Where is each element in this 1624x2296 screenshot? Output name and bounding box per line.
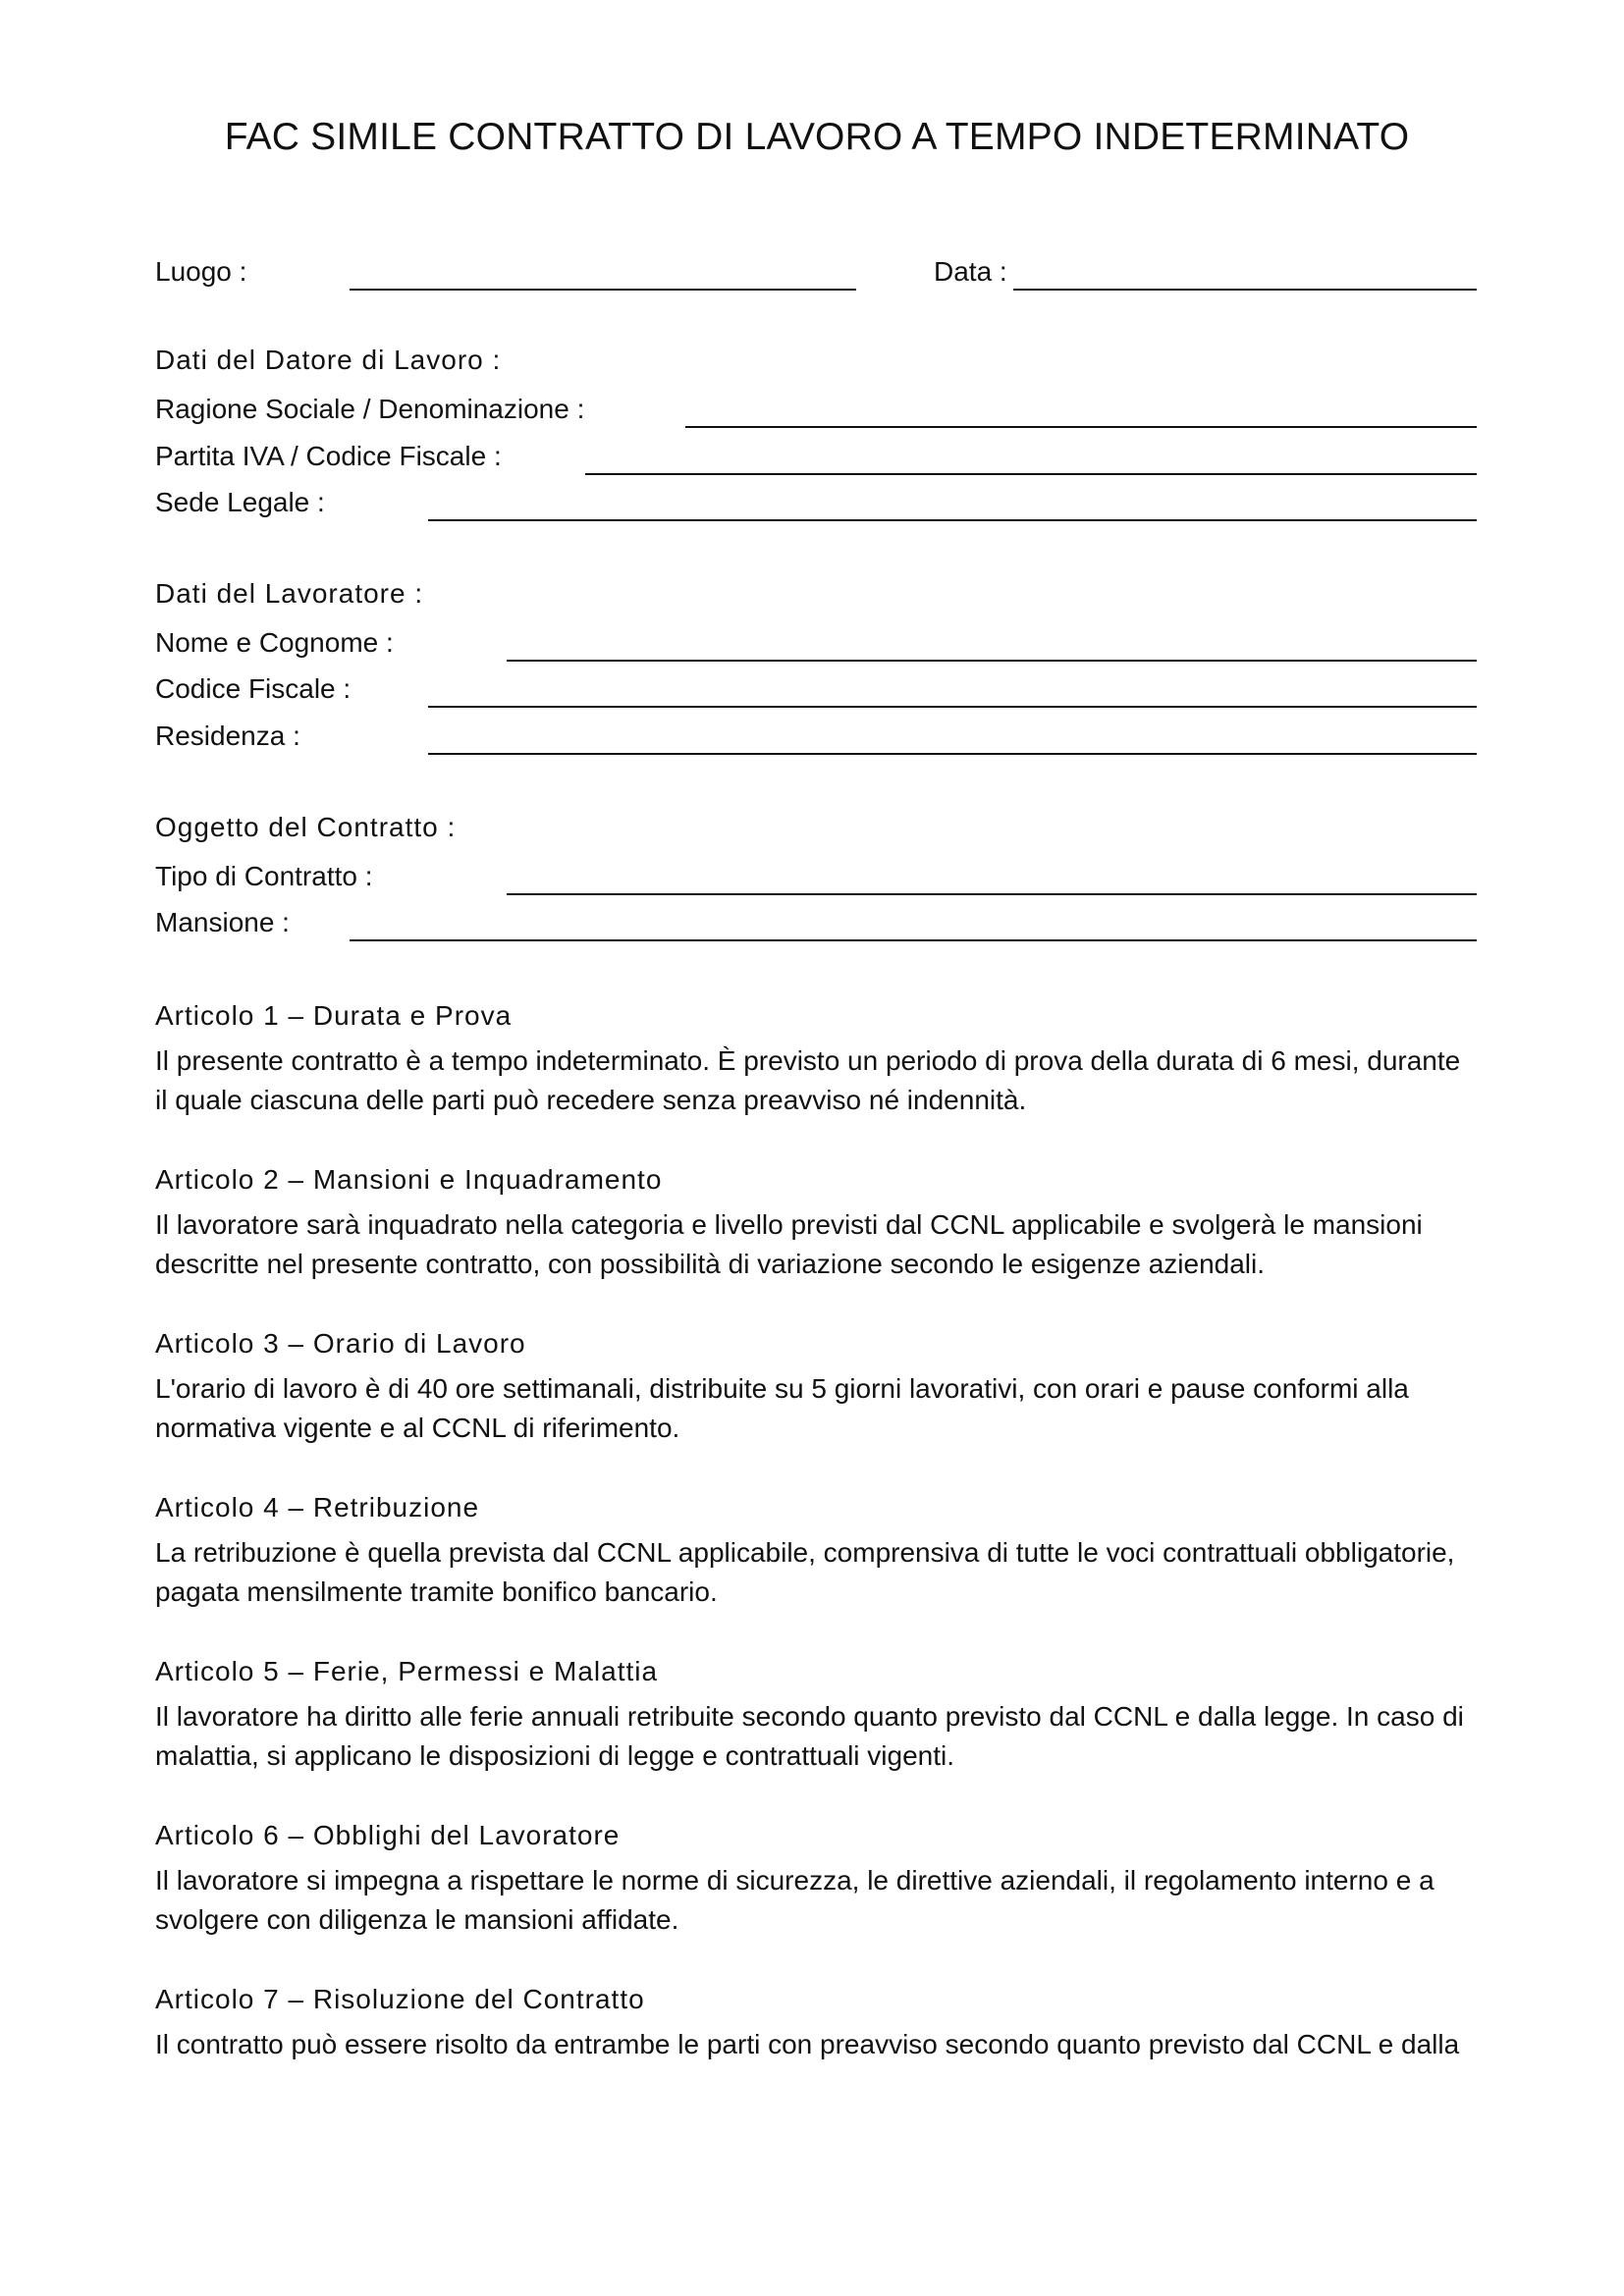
article-1-line-2: il quale ciascuna delle parti può recedere senza preavviso né indennità. (155, 1085, 1027, 1115)
article-4-heading: Articolo 4 – Retribuzione (155, 1492, 480, 1522)
article-7-heading: Articolo 7 – Risoluzione del Contratto (155, 1984, 645, 2014)
registered-office-label: Sede Legale : (155, 487, 325, 517)
article-6-line-2: svolgere con diligenza le mansioni affidate. (155, 1904, 679, 1935)
vat-row (155, 430, 1477, 475)
job-role-label: Mansione : (155, 907, 290, 937)
article-1-heading: Articolo 1 – Durata e Prova (155, 1000, 513, 1031)
article-6-body (155, 1861, 1481, 1940)
company-name-label: Ragione Sociale / Denominazione : (155, 394, 585, 424)
article-1-line-1: Il presente contratto è a tempo indeterminato. È previsto un periodo di prova della durata di 6 mesi, durante (155, 1045, 1461, 1076)
contract-object-heading: Oggetto del Contratto : (155, 812, 457, 842)
article-2-body (155, 1205, 1481, 1284)
job-role-field[interactable] (350, 939, 1477, 941)
article-7-line-1: Il contratto può essere risolto da entrambe le parti con preavviso secondo quanto previsto dal CCNL e dalla (155, 2029, 1460, 2059)
company-name-row (155, 383, 1477, 428)
vat-field[interactable] (585, 473, 1477, 475)
job-role-row (155, 896, 1477, 941)
company-name-field[interactable] (685, 426, 1477, 428)
article-4-line-1: La retribuzione è quella prevista dal CCNL applicabile, comprensiva di tutte le voci contrattuali obbligatorie, (155, 1537, 1455, 1568)
employer-heading: Dati del Datore di Lavoro : (155, 345, 502, 375)
employee-tax-code-field[interactable] (428, 706, 1477, 708)
residence-label: Residenza : (155, 721, 300, 751)
place-field[interactable] (350, 289, 856, 291)
article-6-heading: Articolo 6 – Obblighi del Lavoratore (155, 1820, 621, 1850)
article-1-body (155, 1041, 1481, 1120)
article-4-line-2: pagata mensilmente tramite bonifico bancario. (155, 1576, 718, 1607)
place-label: Luogo : (155, 256, 247, 287)
residence-row (155, 710, 1477, 755)
employee-name-label: Nome e Cognome : (155, 627, 394, 658)
document-title: FAC SIMILE CONTRATTO DI LAVORO A TEMPO INDETERMINATO (224, 116, 1410, 158)
contract-type-field[interactable] (507, 893, 1477, 895)
article-2-line-2: descritte nel presente contratto, con possibilità di variazione secondo le esigenze aziendali. (155, 1249, 1266, 1279)
article-2-heading: Articolo 2 – Mansioni e Inquadramento (155, 1164, 663, 1195)
article-5-heading: Articolo 5 – Ferie, Permessi e Malattia (155, 1656, 659, 1686)
article-3-line-1: L'orario di lavoro è di 40 ore settimanali, distribuite su 5 giorni lavorativi, con orari e pause conformi alla (155, 1373, 1409, 1404)
article-3-line-2: normativa vigente e al CCNL di riferimento. (155, 1413, 680, 1443)
place-date-row (155, 245, 1477, 291)
article-5-line-2: malattia, si applicano le disposizioni di legge e contrattuali vigenti. (155, 1740, 955, 1771)
residence-field[interactable] (428, 753, 1477, 755)
article-5-body (155, 1697, 1481, 1776)
registered-office-row (155, 476, 1477, 521)
employee-name-field[interactable] (507, 660, 1477, 662)
article-4-body (155, 1533, 1481, 1612)
date-field[interactable] (1013, 289, 1477, 291)
article-6-line-1: Il lavoratore si impegna a rispettare le norme di sicurezza, le direttive aziendali, il regolamento interno e a (155, 1865, 1435, 1896)
date-label: Data : (934, 256, 1007, 287)
article-3-heading: Articolo 3 – Orario di Lavoro (155, 1328, 526, 1359)
employee-tax-code-row (155, 663, 1477, 708)
article-3-body (155, 1369, 1481, 1448)
article-5-line-1: Il lavoratore ha diritto alle ferie annuali retribuite secondo quanto previsto dal CCNL e dalla legge. In caso di (155, 1701, 1464, 1732)
registered-office-field[interactable] (428, 519, 1477, 521)
employee-name-row (155, 616, 1477, 662)
contract-type-label: Tipo di Contratto : (155, 861, 373, 891)
vat-label: Partita IVA / Codice Fiscale : (155, 441, 502, 471)
employee-heading: Dati del Lavoratore : (155, 578, 424, 609)
contract-type-row (155, 850, 1477, 895)
employee-tax-code-label: Codice Fiscale : (155, 673, 352, 704)
article-7-body (155, 2025, 1481, 2064)
article-2-line-1: Il lavoratore sarà inquadrato nella categoria e livello previsti dal CCNL applicabile e svolgerà le mansioni (155, 1209, 1423, 1240)
